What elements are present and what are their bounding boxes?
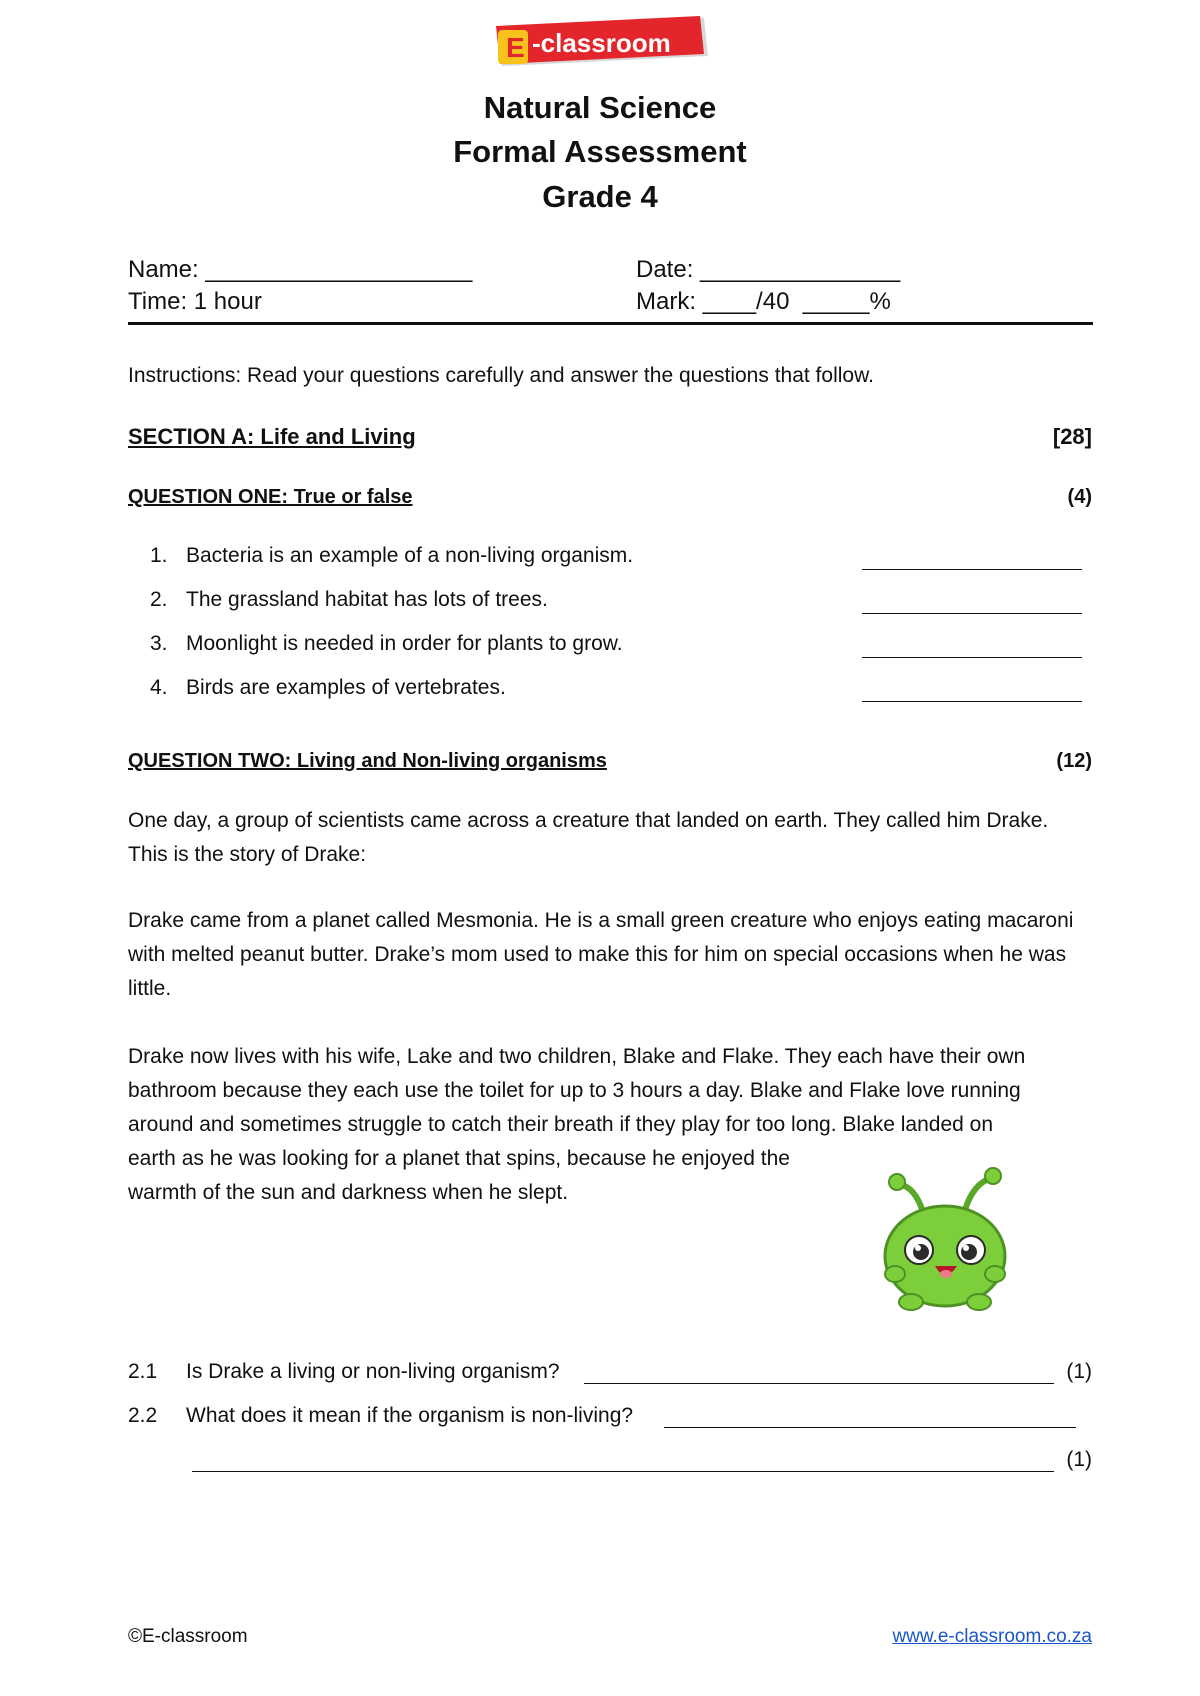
story-paragraph-3-line-5: warmth of the sun and darkness when he slept. xyxy=(128,1181,569,1204)
instructions: Instructions: Read your questions carefully and answer the questions that follow. xyxy=(128,364,874,387)
item-number: 2. xyxy=(150,588,168,611)
list-item xyxy=(150,588,548,612)
question-one-title: QUESTION ONE: True or false xyxy=(128,486,413,508)
answer-line-2-1[interactable] xyxy=(584,1382,1054,1384)
e-classroom-logo xyxy=(492,16,710,72)
sub-question-2-2-marks: (1) xyxy=(1066,1448,1092,1471)
item-text: The grassland habitat has lots of trees. xyxy=(186,588,548,611)
mark-field[interactable]: Mark: ____/40 _____% xyxy=(636,288,891,315)
story-paragraph-3-line-4: earth as he was looking for a planet that spins, because he enjoyed the xyxy=(128,1147,790,1170)
list-item xyxy=(150,544,633,568)
alien-illustration xyxy=(875,1162,1015,1312)
section-a-marks: [28] xyxy=(1052,424,1092,449)
answer-line-2-2b[interactable] xyxy=(192,1470,1054,1472)
answer-line-3[interactable] xyxy=(862,656,1082,658)
svg-text:E: E xyxy=(506,32,525,63)
question-two-marks: (12) xyxy=(1056,750,1092,772)
item-number: 3. xyxy=(150,632,168,655)
item-number: 4. xyxy=(150,676,168,699)
name-field[interactable]: Name: ____________________ xyxy=(128,256,473,283)
footer-copyright: ©E-classroom xyxy=(128,1626,248,1647)
page-title: Natural Science xyxy=(483,90,717,125)
item-text: Bacteria is an example of a non-living organism. xyxy=(186,544,634,567)
svg-text:-classroom: -classroom xyxy=(532,28,671,58)
sub-question-2-1: Is Drake a living or non-living organism? xyxy=(186,1360,560,1383)
time-label: Time: 1 hour xyxy=(128,288,262,315)
page-subtitle: Formal Assessment xyxy=(453,134,747,169)
sub-question-2-2: What does it mean if the organism is non-living? xyxy=(186,1404,634,1427)
date-field[interactable]: Date: _______________ xyxy=(636,256,901,283)
story-paragraph-2: Drake came from a planet called Mesmonia. He is a small green creature who enjoys eating macaroni with melted peanut butter. Drake’s mom used to make this for him on special occasions when he was little. xyxy=(128,909,1074,1000)
question-two-title: QUESTION TWO: Living and Non-living organisms xyxy=(128,750,607,772)
list-item xyxy=(150,632,623,656)
answer-line-2-2a[interactable] xyxy=(664,1426,1076,1428)
question-one-marks: (4) xyxy=(1067,486,1092,508)
item-text: Moonlight is needed in order for plants to grow. xyxy=(186,632,623,655)
story-paragraph-1: One day, a group of scientists came across a creature that landed on earth. They called him Drake. This is the story of Drake: xyxy=(128,809,1049,866)
item-text: Birds are examples of vertebrates. xyxy=(186,676,506,699)
section-a-title: SECTION A: Life and Living xyxy=(128,424,416,449)
sub-question-number-2-1: 2.1 xyxy=(128,1360,158,1383)
answer-line-2[interactable] xyxy=(862,612,1082,614)
footer-website-link[interactable]: www.e-classroom.co.za xyxy=(892,1626,1092,1647)
sub-question-2-1-marks: (1) xyxy=(1066,1360,1092,1383)
list-item xyxy=(150,676,506,700)
sub-question-number-2-2: 2.2 xyxy=(128,1404,158,1427)
header-divider xyxy=(128,322,1093,325)
grade-label: Grade 4 xyxy=(542,179,658,214)
item-number: 1. xyxy=(150,544,168,567)
answer-line-1[interactable] xyxy=(862,568,1082,570)
story-paragraph-3: Drake now lives with his wife, Lake and two children, Blake and Flake. They each have their own bathroom because they each use the toilet for up to 3 hours a day. Blake and Flake love running around and sometimes struggle to catch their breath if they play for too long. Blake landed on xyxy=(128,1045,1026,1136)
answer-line-4[interactable] xyxy=(862,700,1082,702)
